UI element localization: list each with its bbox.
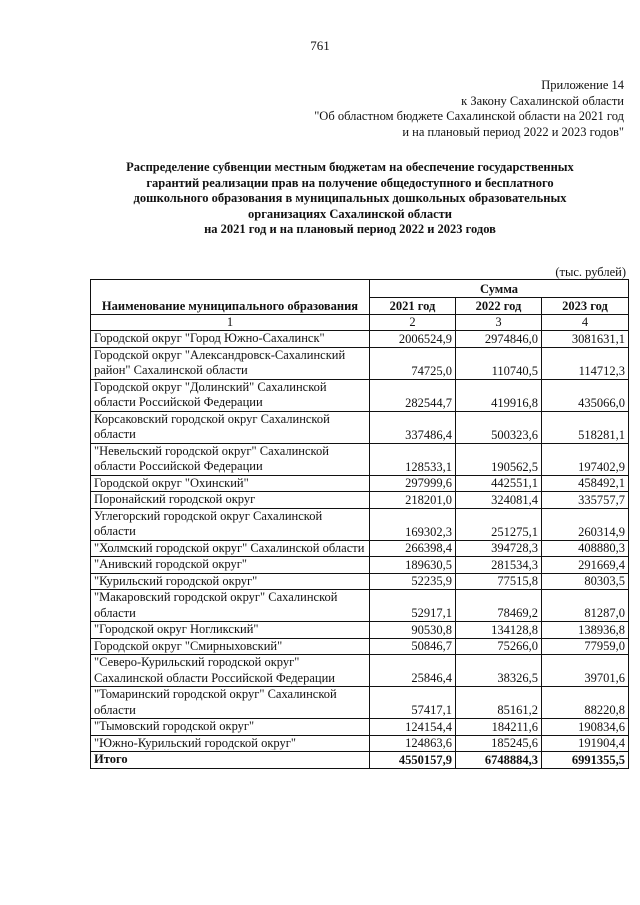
municipality-name: "Макаровский городской округ" Сахалинской области <box>91 590 370 622</box>
municipality-name: Городской округ "Долинский" Сахалинской области Российской Федерации <box>91 379 370 411</box>
municipality-name: "Северо-Курильский городской округ" Сахалинской области Российской Федерации <box>91 655 370 687</box>
municipality-name: Поронайский городской округ <box>91 492 370 509</box>
value-2022: 324081,4 <box>456 492 542 509</box>
value-2022: 2974846,0 <box>456 331 542 348</box>
value-2021: 169302,3 <box>370 508 456 540</box>
municipality-name: "Томаринский городской округ" Сахалинской области <box>91 687 370 719</box>
value-2023: 3081631,1 <box>542 331 629 348</box>
value-2023: 291669,4 <box>542 557 629 574</box>
value-2023: 81287,0 <box>542 590 629 622</box>
table-row <box>91 540 629 557</box>
column-index: 4 <box>542 315 629 331</box>
value-2022: 77515,8 <box>456 573 542 590</box>
value-2022: 394728,3 <box>456 540 542 557</box>
title-line: Распределение субвенции местным бюджетам на обеспечение государственных <box>126 160 574 174</box>
title-line: на 2021 год и на плановый период 2022 и 2023 годов <box>204 222 496 236</box>
value-2023: 408880,3 <box>542 540 629 557</box>
value-2023: 80303,5 <box>542 573 629 590</box>
column-index: 1 <box>91 315 370 331</box>
value-2023: 191904,4 <box>542 735 629 752</box>
value-2021: 52235,9 <box>370 573 456 590</box>
municipality-name: Городской округ "Александровск-Сахалинский район" Сахалинской области <box>91 347 370 379</box>
value-2022: 281534,3 <box>456 557 542 574</box>
table-row <box>91 411 629 443</box>
value-2021: 52917,1 <box>370 590 456 622</box>
table-row <box>91 719 629 736</box>
table-row <box>91 347 629 379</box>
value-2022: 190562,5 <box>456 443 542 475</box>
value-2022: 251275,1 <box>456 508 542 540</box>
value-2023: 197402,9 <box>542 443 629 475</box>
value-2022: 85161,2 <box>456 687 542 719</box>
table-row <box>91 638 629 655</box>
municipality-name: "Холмский городской округ" Сахалинской области <box>91 540 370 557</box>
value-2023: 88220,8 <box>542 687 629 719</box>
header-year-2021: 2021 год <box>370 297 456 315</box>
municipality-name: Углегорский городской округ Сахалинской области <box>91 508 370 540</box>
table-row <box>91 443 629 475</box>
value-2021: 282544,7 <box>370 379 456 411</box>
value-2023: 435066,0 <box>542 379 629 411</box>
table-row <box>91 687 629 719</box>
value-2023: 77959,0 <box>542 638 629 655</box>
value-2021: 74725,0 <box>370 347 456 379</box>
value-2022: 134128,8 <box>456 622 542 639</box>
value-2023: 39701,6 <box>542 655 629 687</box>
municipality-name: Городской округ "Охинский" <box>91 475 370 492</box>
table-row <box>91 475 629 492</box>
value-2022: 110740,5 <box>456 347 542 379</box>
value-2022: 38326,5 <box>456 655 542 687</box>
header-year-2023: 2023 год <box>542 297 629 315</box>
municipality-name: "Анивский городской округ" <box>91 557 370 574</box>
appendix-line: и на плановый период 2022 и 2023 годов" <box>402 124 624 139</box>
table-row <box>91 735 629 752</box>
value-2023: 260314,9 <box>542 508 629 540</box>
value-2021: 50846,7 <box>370 638 456 655</box>
unit-label: (тыс. рублей) <box>555 265 626 279</box>
value-2022: 75266,0 <box>456 638 542 655</box>
title-line: гарантий реализации прав на получение общедоступного и бесплатного <box>146 175 554 190</box>
municipality-name: "Курильский городской округ" <box>91 573 370 590</box>
total-2021: 4550157,9 <box>370 752 456 769</box>
value-2023: 114712,3 <box>542 347 629 379</box>
municipality-name: Городской округ "Смирныховский" <box>91 638 370 655</box>
header-name: Наименование муниципального образования <box>91 280 370 315</box>
table-row <box>91 379 629 411</box>
municipality-name: Городской округ "Город Южно-Сахалинск" <box>91 331 370 348</box>
value-2023: 518281,1 <box>542 411 629 443</box>
value-2021: 218201,0 <box>370 492 456 509</box>
title-line: организациях Сахалинской области <box>248 206 452 221</box>
value-2022: 78469,2 <box>456 590 542 622</box>
table-row <box>91 492 629 509</box>
municipality-name: "Городской округ Ногликский" <box>91 622 370 639</box>
table-body <box>91 331 629 769</box>
value-2023: 190834,6 <box>542 719 629 736</box>
subsidy-table <box>90 279 629 769</box>
table-row <box>91 508 629 540</box>
value-2022: 185245,6 <box>456 735 542 752</box>
total-row <box>91 752 629 769</box>
table-row <box>91 622 629 639</box>
value-2021: 90530,8 <box>370 622 456 639</box>
value-2023: 138936,8 <box>542 622 629 639</box>
total-2022: 6748884,3 <box>456 752 542 769</box>
value-2022: 500323,6 <box>456 411 542 443</box>
municipality-name: "Тымовский городской округ" <box>91 719 370 736</box>
column-index: 2 <box>370 315 456 331</box>
value-2023: 458492,1 <box>542 475 629 492</box>
value-2021: 25846,4 <box>370 655 456 687</box>
title-line: дошкольного образования в муниципальных дошкольных образовательных <box>133 191 567 205</box>
value-2021: 266398,4 <box>370 540 456 557</box>
value-2022: 184211,6 <box>456 719 542 736</box>
value-2022: 442551,1 <box>456 475 542 492</box>
municipality-name: "Невельский городской округ" Сахалинской области Российской Федерации <box>91 443 370 475</box>
table-row <box>91 331 629 348</box>
value-2021: 2006524,9 <box>370 331 456 348</box>
value-2021: 189630,5 <box>370 557 456 574</box>
header-sum: Сумма <box>370 280 629 298</box>
value-2022: 419916,8 <box>456 379 542 411</box>
page-number: 761 <box>310 38 330 53</box>
municipality-name: "Южно-Курильский городской округ" <box>91 735 370 752</box>
table-row <box>91 573 629 590</box>
column-index: 3 <box>456 315 542 331</box>
value-2021: 57417,1 <box>370 687 456 719</box>
appendix-line: Приложение 14 <box>541 78 624 92</box>
appendix-header <box>204 78 624 140</box>
appendix-line: "Об областном бюджете Сахалинской области на 2021 год <box>314 109 624 123</box>
value-2021: 297999,6 <box>370 475 456 492</box>
total-2023: 6991355,5 <box>542 752 629 769</box>
value-2021: 124154,4 <box>370 719 456 736</box>
table-row <box>91 655 629 687</box>
total-label: Итого <box>91 752 370 769</box>
value-2023: 335757,7 <box>542 492 629 509</box>
value-2021: 128533,1 <box>370 443 456 475</box>
table-row <box>91 557 629 574</box>
document-title <box>90 160 610 238</box>
value-2021: 337486,4 <box>370 411 456 443</box>
header-year-2022: 2022 год <box>456 297 542 315</box>
value-2021: 124863,6 <box>370 735 456 752</box>
appendix-line: к Закону Сахалинской области <box>461 93 624 108</box>
table-row <box>91 590 629 622</box>
municipality-name: Корсаковский городской округ Сахалинской области <box>91 411 370 443</box>
